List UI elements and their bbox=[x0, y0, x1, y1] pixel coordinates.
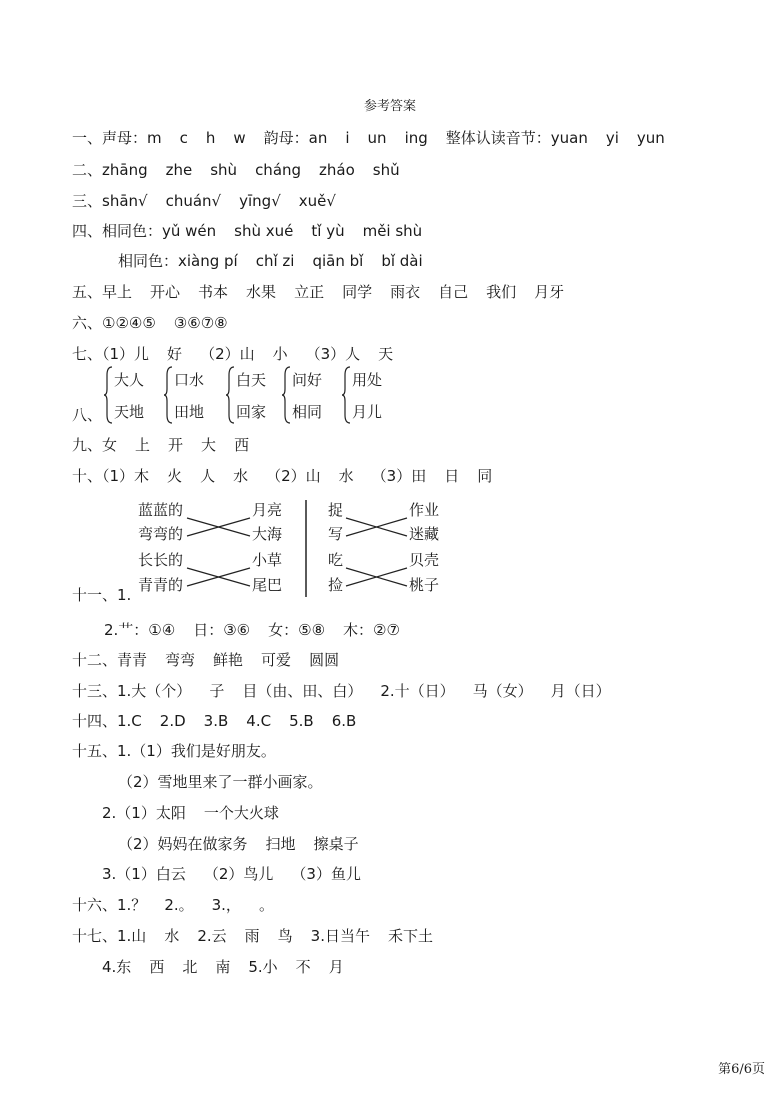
answer-part: 圆圆 bbox=[309, 651, 340, 669]
answer-part: 扫地 bbox=[265, 835, 296, 853]
answer-part: （2）鸟儿 bbox=[203, 865, 274, 883]
answer-part: 2.。 bbox=[164, 896, 194, 914]
brace-pair bbox=[104, 365, 164, 425]
answer-part: měi shù bbox=[362, 222, 423, 240]
answer-part: 南 bbox=[215, 958, 231, 976]
answer-part: 自己 bbox=[438, 283, 469, 301]
answer-part: 北 bbox=[182, 958, 198, 976]
answer-part: 同学 bbox=[342, 283, 373, 301]
answer-part: zháo bbox=[319, 161, 355, 179]
answer-line-q3 bbox=[72, 191, 336, 211]
answer-part: 好 bbox=[167, 345, 183, 363]
answer-part: 十二、青青 bbox=[72, 651, 148, 669]
match-right-a-word: 大海 bbox=[252, 525, 283, 543]
answer-part: chuán√ bbox=[165, 192, 222, 210]
answer-part: 不 bbox=[295, 958, 311, 976]
answer-part: 5.B bbox=[289, 712, 314, 730]
match-left-a-word: 长长的 bbox=[138, 551, 184, 569]
brace-icon bbox=[164, 365, 174, 425]
answer-part: ing bbox=[404, 129, 428, 147]
matching-exercise bbox=[132, 496, 462, 601]
match-right-b-word: 作业 bbox=[409, 501, 440, 519]
answer-part: 五、早上 bbox=[72, 283, 133, 301]
answer-part: 2.（1）太阳 bbox=[102, 804, 186, 822]
answer-line-q6 bbox=[72, 313, 228, 333]
brace-bottom-word: 田地 bbox=[174, 403, 205, 421]
answer-line-q15d bbox=[118, 834, 359, 854]
answer-part: 八、 bbox=[72, 406, 103, 424]
answer-part: 六、①②④⑤ bbox=[72, 314, 156, 332]
answer-part: 十一、1. bbox=[72, 586, 132, 604]
answer-line-q16 bbox=[72, 895, 274, 915]
answer-part: 4.东 bbox=[102, 958, 132, 976]
answer-part: h bbox=[205, 129, 216, 147]
answer-part: 上 bbox=[135, 436, 151, 454]
answer-part: w bbox=[233, 129, 246, 147]
answer-part: 小 bbox=[272, 345, 288, 363]
answer-part: 人 bbox=[200, 467, 216, 485]
answer-part: 开 bbox=[168, 436, 184, 454]
answer-part: 3.（1）白云 bbox=[102, 865, 186, 883]
answer-part: 3.B bbox=[203, 712, 229, 730]
brace-top-word: 用处 bbox=[352, 371, 383, 389]
answer-part: 开心 bbox=[150, 283, 181, 301]
brace-icon bbox=[282, 365, 292, 425]
answer-part: 木：②⑦ bbox=[343, 621, 400, 639]
answer-part: 3.， bbox=[211, 896, 241, 914]
answer-line-q9 bbox=[72, 435, 249, 455]
match-left-b-word: 捉 bbox=[328, 501, 344, 519]
answer-part: 可爱 bbox=[261, 651, 292, 669]
match-right-a-word: 尾巴 bbox=[252, 576, 283, 594]
answer-line-q8 bbox=[72, 405, 102, 425]
answer-part: （2）妈妈在做家务 bbox=[118, 835, 248, 853]
answer-line-q1 bbox=[72, 128, 665, 148]
answer-part: 月 bbox=[328, 958, 344, 976]
answer-part: 大 bbox=[201, 436, 217, 454]
answer-part: 。 bbox=[258, 896, 274, 914]
answer-part: 一个大火球 bbox=[203, 804, 279, 822]
answer-part: chǐ zi bbox=[255, 252, 295, 270]
answer-part: 水 bbox=[233, 467, 249, 485]
answer-part: bǐ dài bbox=[381, 252, 423, 270]
answer-part: （3）人 bbox=[305, 345, 361, 363]
answer-part: 相同色：xiàng pí bbox=[118, 252, 238, 270]
answer-part: 天 bbox=[378, 345, 394, 363]
answer-part: 书本 bbox=[198, 283, 229, 301]
answer-line-q15b bbox=[118, 772, 323, 792]
brace-pair bbox=[342, 365, 402, 425]
match-right-b-word: 迷藏 bbox=[409, 525, 440, 543]
answer-line-q15e bbox=[102, 864, 361, 884]
answer-part: 七、（1）儿 bbox=[72, 345, 150, 363]
answer-part: （2）雪地里来了一群小画家。 bbox=[118, 773, 323, 791]
answer-line-q14 bbox=[72, 711, 356, 731]
answer-part: 4.C bbox=[246, 712, 272, 730]
answer-line-q12 bbox=[72, 650, 339, 670]
answer-part: 二、zhāng bbox=[72, 161, 148, 179]
answer-part: 擦桌子 bbox=[313, 835, 359, 853]
answer-part: 马（女） bbox=[472, 682, 533, 700]
answer-part: 十六、1.？ bbox=[72, 896, 147, 914]
answer-part: 月（日） bbox=[550, 682, 611, 700]
brace-top-word: 大人 bbox=[114, 371, 145, 389]
answer-part: 我们 bbox=[486, 283, 517, 301]
answer-part: 十七、1.山 bbox=[72, 927, 147, 945]
answer-line-q11b bbox=[104, 620, 400, 640]
brace-icon bbox=[104, 365, 114, 425]
answer-part: cháng bbox=[255, 161, 302, 179]
answer-line-q15a bbox=[72, 741, 276, 761]
answer-line-q4a bbox=[72, 221, 422, 241]
answer-part: 水 bbox=[164, 927, 180, 945]
answer-part: c bbox=[179, 129, 188, 147]
answer-part: 禾下土 bbox=[387, 927, 433, 945]
answer-part: 十五、1.（1）我们是好朋友。 bbox=[72, 742, 276, 760]
answer-part: 目（由、田、白） bbox=[242, 682, 363, 700]
answer-part: 2.云 bbox=[197, 927, 227, 945]
brace-pair bbox=[282, 365, 342, 425]
answer-part: 韵母：an bbox=[263, 129, 328, 147]
answer-part: shǔ bbox=[372, 161, 400, 179]
match-right-b-word: 桃子 bbox=[409, 576, 440, 594]
answer-part: 火 bbox=[167, 467, 183, 485]
brace-bottom-word: 相同 bbox=[292, 403, 323, 421]
match-left-a-word: 青青的 bbox=[138, 576, 184, 594]
page-title: 参考答案 bbox=[363, 99, 416, 114]
answer-line-q11a bbox=[72, 585, 131, 605]
brace-top-word: 问好 bbox=[292, 371, 323, 389]
answer-line-q17a bbox=[72, 926, 433, 946]
answer-part: 子 bbox=[209, 682, 225, 700]
answer-part: tǐ yù bbox=[311, 222, 345, 240]
answer-part: 十三、1.大（个） bbox=[72, 682, 192, 700]
answer-part: xuě√ bbox=[298, 192, 336, 210]
answer-part: 一、声母：m bbox=[72, 129, 162, 147]
answer-part: 西 bbox=[234, 436, 250, 454]
answer-part: 5.小 bbox=[248, 958, 278, 976]
brace-bottom-word: 回家 bbox=[236, 403, 267, 421]
answer-part: （3）鱼儿 bbox=[291, 865, 361, 883]
answer-part: 日：③⑥ bbox=[193, 621, 251, 639]
answer-part: 2.艹：①④ bbox=[104, 621, 176, 639]
answer-part: 西 bbox=[149, 958, 165, 976]
brace-icon bbox=[342, 365, 352, 425]
match-left-b-word: 吃 bbox=[328, 551, 344, 569]
answer-part: （2）山 bbox=[266, 467, 321, 485]
answer-line-q15c bbox=[102, 803, 279, 823]
match-left-b-word: 捡 bbox=[328, 576, 344, 594]
answer-part: un bbox=[367, 129, 387, 147]
answer-part: 鲜艳 bbox=[213, 651, 244, 669]
answer-part: 三、shān√ bbox=[72, 192, 148, 210]
brace-top-word: 口水 bbox=[174, 371, 205, 389]
match-right-a-word: 月亮 bbox=[252, 501, 283, 519]
answer-part: （3）田 bbox=[371, 467, 427, 485]
answer-part: 6.B bbox=[331, 712, 357, 730]
answer-part: shù xué bbox=[234, 222, 294, 240]
match-left-a-word: 弯弯的 bbox=[138, 525, 184, 543]
answer-part: 十、（1）木 bbox=[72, 467, 150, 485]
answer-part: yun bbox=[636, 129, 665, 147]
match-right-a-word: 小草 bbox=[252, 551, 283, 569]
answer-part: zhe bbox=[165, 161, 193, 179]
answer-part: 十四、1.C bbox=[72, 712, 142, 730]
answer-part: 弯弯 bbox=[165, 651, 196, 669]
answer-part: i bbox=[345, 129, 350, 147]
answer-part: 月牙 bbox=[534, 283, 565, 301]
answer-line-q17b bbox=[102, 957, 344, 977]
brace-icon bbox=[226, 365, 236, 425]
answer-part: 四、相同色：yǔ wén bbox=[72, 222, 217, 240]
match-right-b-word: 贝壳 bbox=[409, 551, 440, 569]
answer-line-q7 bbox=[72, 344, 393, 364]
answer-part: 九、女 bbox=[72, 436, 118, 454]
answer-part: （2）山 bbox=[200, 345, 255, 363]
answer-part: 水 bbox=[338, 467, 354, 485]
answer-line-q5 bbox=[72, 282, 564, 302]
answer-part: 水果 bbox=[246, 283, 277, 301]
answer-part: 日 bbox=[444, 467, 460, 485]
match-left-a-word: 蓝蓝的 bbox=[138, 501, 184, 519]
brace-top-word: 白天 bbox=[236, 371, 267, 389]
answer-line-q10 bbox=[72, 466, 492, 486]
brace-bottom-word: 天地 bbox=[114, 403, 145, 421]
brace-pair bbox=[226, 365, 286, 425]
answer-part: qiān bǐ bbox=[312, 252, 364, 270]
answer-part: 2.D bbox=[159, 712, 186, 730]
answer-part: yi bbox=[605, 129, 619, 147]
answer-part: 整体认读音节：yuan bbox=[445, 129, 588, 147]
answer-line-q2 bbox=[72, 160, 400, 180]
answer-line-q4b bbox=[118, 251, 423, 271]
answer-part: 雨 bbox=[244, 927, 260, 945]
brace-pair bbox=[164, 365, 224, 425]
answer-part: 同 bbox=[477, 467, 493, 485]
answer-part: 女：⑤⑧ bbox=[268, 621, 326, 639]
answer-part: 雨衣 bbox=[390, 283, 421, 301]
answer-part: 鸟 bbox=[277, 927, 293, 945]
answer-part: 3.日当午 bbox=[310, 927, 370, 945]
answer-line-q13 bbox=[72, 681, 611, 701]
answer-part: 立正 bbox=[294, 283, 325, 301]
answer-part: yīng√ bbox=[239, 192, 281, 210]
answer-part: ③⑥⑦⑧ bbox=[173, 314, 228, 332]
brace-pairs bbox=[104, 365, 424, 425]
answer-part: shù bbox=[210, 161, 238, 179]
answer-part: 2.十（日） bbox=[380, 682, 455, 700]
match-left-b-word: 写 bbox=[328, 525, 344, 543]
page-number: 第6/6页 bbox=[718, 1062, 765, 1077]
brace-bottom-word: 月儿 bbox=[352, 403, 383, 421]
